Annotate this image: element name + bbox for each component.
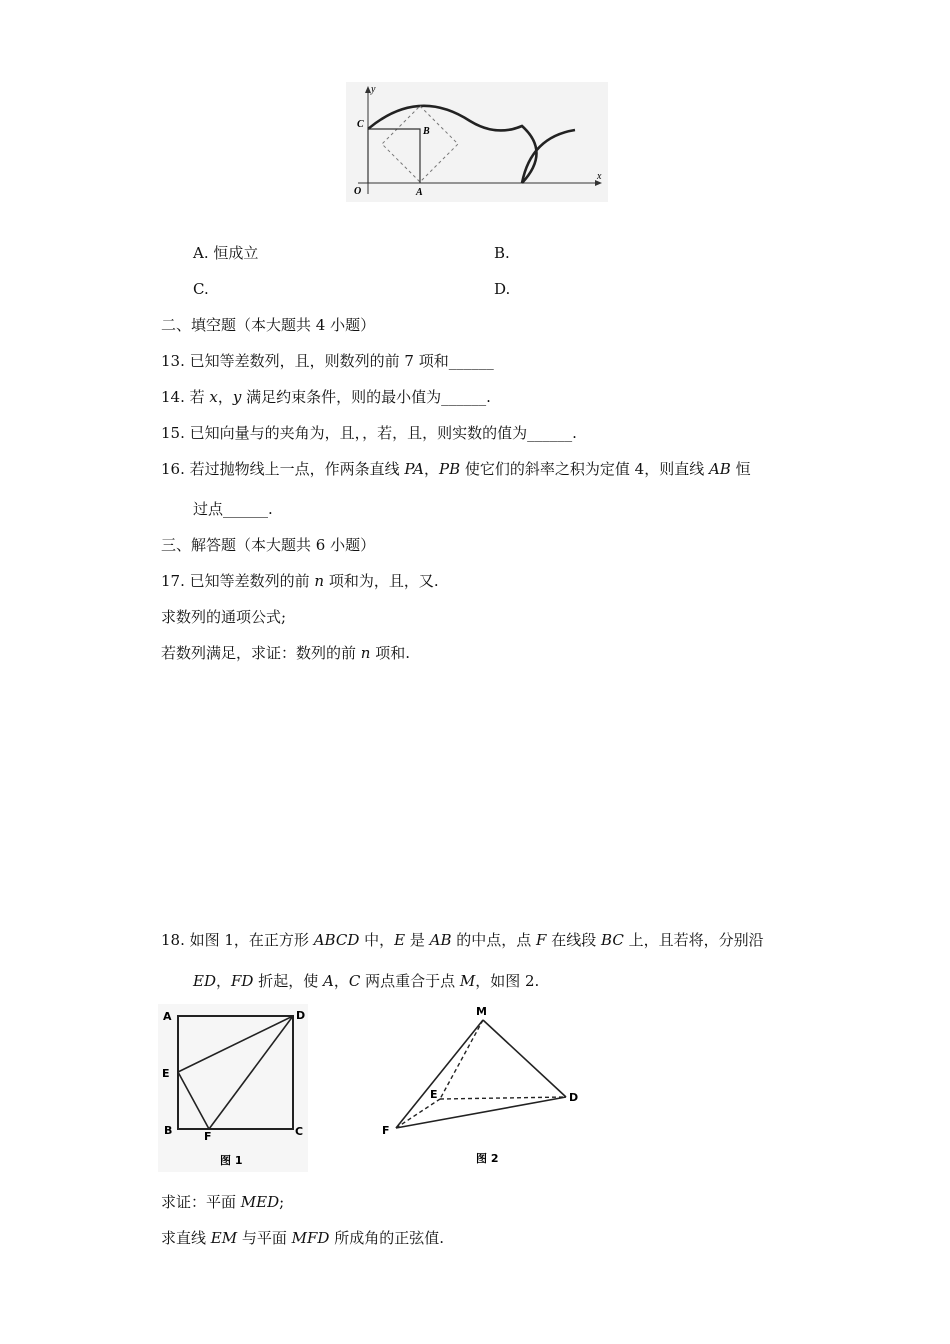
section-2-title: 二、填空题（本大题共 4 小题） [161,316,376,334]
question-18 [161,930,764,950]
q16-part2: 使它们的斜率之积为定值 4，则直线 [460,460,709,478]
var-c: C [348,972,361,990]
question-17-sub1: 求数列的通项公式; [161,608,287,626]
var-n-2: n [360,644,371,662]
section-3-title: 三、解答题（本大题共 6 小题） [161,536,376,554]
question-18-sub2 [161,1228,444,1248]
edge-ed [440,1097,566,1099]
edge-md [483,1020,566,1097]
q16-part3: 恒 [730,460,751,478]
fig2-label-f: F [382,1124,390,1137]
question-13: 13. 已知等差数列，且，则数列的前 7 项和______ [161,352,494,370]
label-o: O [354,186,362,197]
var-ab: AB [429,931,452,949]
var-m: M [459,972,476,990]
q18-text: 上，且若将，分别沿 [623,931,764,949]
fig2-label-e: E [430,1088,438,1101]
var-pa: PA [404,460,424,478]
q18-sub2-text: 所成角的正弦值. [329,1229,444,1247]
option-c: C. [193,280,209,298]
fig1-label-f: F [204,1130,212,1143]
fig2-caption: 图 2 [476,1152,499,1165]
q17-sub2-b: 项和. [370,644,410,662]
question-18-sub1 [161,1192,284,1212]
rolling-square-figure [346,82,608,202]
q14-num: 14. 若 [161,388,210,406]
label-c: C [357,119,364,130]
option-a: A. 恒成立 [193,244,259,262]
edge-mf [396,1020,483,1128]
q17-sub2-a: 若数列满足，求证：数列的前 [161,644,361,662]
q18-text: 在线段 [546,931,602,949]
var-ed: ED [193,972,216,990]
fig2-label-d: D [569,1091,579,1104]
var-mfd: MFD [291,1229,330,1247]
option-d: D. [494,280,511,298]
var-y: y [232,388,242,406]
question-15: 15. 已知向量与的夹角为，且，，若，且，则实数的值为______. [161,424,577,442]
edge-fd [396,1097,566,1128]
q14-rest: 满足约束条件，则的最小值为______. [241,388,491,406]
q18-text: 是 [405,931,430,949]
q18-text: 中， [359,931,395,949]
q17-part2: 项和为，且，又. [324,572,439,590]
question-17 [161,571,439,591]
var-f: F [536,931,547,949]
figure-2 [376,1002,586,1172]
question-16-line2: 过点______. [193,500,273,518]
q18-text: ， [333,972,349,990]
fig1-caption: 图 1 [220,1154,243,1167]
q16-comma: ， [423,460,439,478]
var-fd: FD [231,972,254,990]
fig1-label-d: D [296,1009,306,1022]
var-n: n [314,572,325,590]
q18-sub2-text: 求直线 [161,1229,211,1247]
q18-text: ，如图 2. [475,972,540,990]
fig1-label-e: E [162,1067,170,1080]
var-x: x [209,388,218,406]
question-18-line2 [193,971,539,991]
option-b: B. [494,244,510,262]
fig1-label-c: C [295,1125,304,1138]
q18-text: 折起，使 [253,972,323,990]
label-b: B [423,126,430,137]
question-14 [161,387,491,407]
var-med: MED [240,1193,280,1211]
fig2-label-m: M [476,1005,487,1018]
var-ab: AB [708,460,731,478]
var-a: A [322,972,334,990]
q18-sub2-text: 与平面 [237,1229,292,1247]
q18-sub1-text: 求证：平面 [161,1193,241,1211]
figure-1 [158,1004,308,1172]
q18-sub1-text: ; [279,1193,285,1211]
label-x: x [597,171,602,182]
fig1-label-b: B [164,1124,173,1137]
label-y: y [371,84,376,95]
var-em: EM [210,1229,238,1247]
var-pb: PB [438,460,461,478]
question-16 [161,459,751,479]
var-bc: BC [601,931,624,949]
q18-text: 18. 如图 1，在正方形 [161,931,314,949]
fig1-label-a: A [163,1010,172,1023]
question-17-sub2 [161,643,410,663]
label-a: A [416,187,423,198]
q17-part1: 17. 已知等差数列的前 [161,572,315,590]
q18-text: 的中点，点 [451,931,537,949]
q14-sep: ， [217,388,233,406]
q16-part1: 16. 若过抛物线上一点，作两条直线 [161,460,405,478]
q18-text: ， [215,972,231,990]
var-abcd: ABCD [313,931,360,949]
edge-me [440,1020,483,1099]
var-e: E [394,931,406,949]
q18-text: 两点重合于点 [360,972,460,990]
